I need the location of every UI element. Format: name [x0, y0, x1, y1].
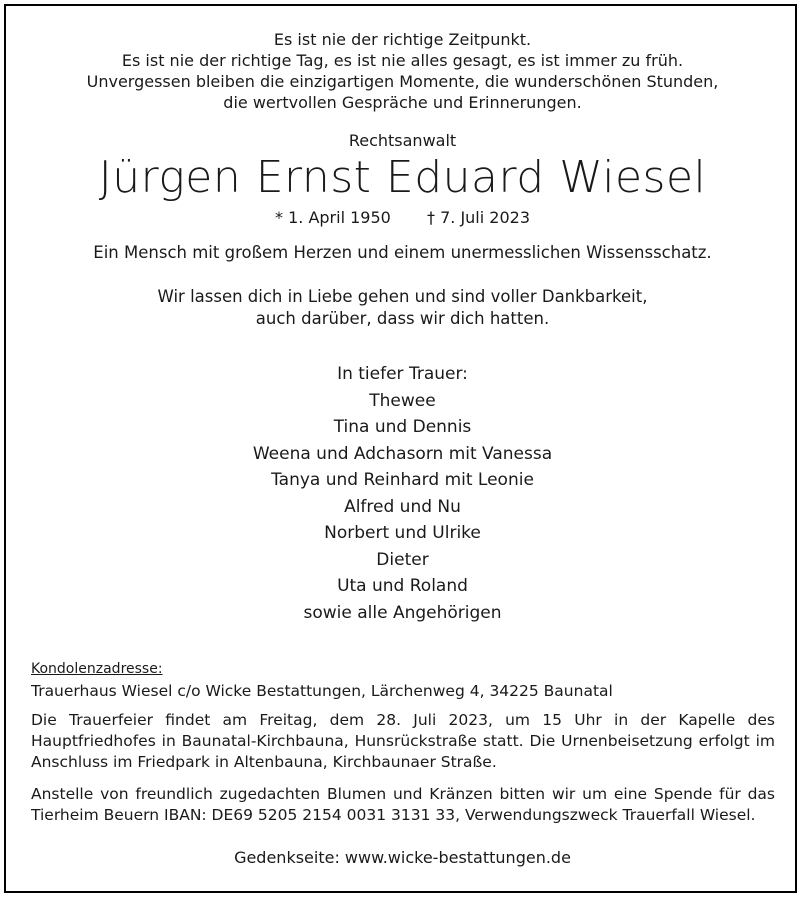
- mourner: Alfred und Nu: [344, 496, 461, 517]
- condolence-label-row: [31, 658, 775, 680]
- donation-info: Anstelle von freundlich zugedachten Blumen und Kränzen bitten wir um eine Spende für das Tierheim Beuern IBAN: DE69 5205 2154 0031 3131 33, Verwendungszweck Trauerfall Wiesel.: [31, 785, 775, 824]
- farewell: [0, 286, 805, 330]
- life-dates: [0, 208, 805, 227]
- farewell-line: auch darüber, dass wir dich hatten.: [255, 309, 550, 328]
- mourner: Thewee: [369, 390, 436, 411]
- mourner: Norbert und Ulrike: [324, 523, 481, 543]
- poem-line: Es ist nie der richtige Zeitpunkt.: [273, 30, 532, 49]
- poem: [0, 29, 805, 113]
- condolence-label: Kondolenzadresse:: [31, 661, 163, 677]
- poem-line: die wertvollen Gespräche und Erinnerungen.: [223, 93, 582, 112]
- mourner: Uta und Roland: [337, 576, 468, 596]
- death-date: † 7. Juli 2023: [427, 208, 530, 227]
- poem-line: Unvergessen bleiben die einzigartigen Momente, die wunderschönen Stunden,: [86, 72, 719, 91]
- farewell-line: Wir lassen dich in Liebe gehen und sind voller Dankbarkeit,: [157, 287, 648, 306]
- mourner: Dieter: [376, 549, 429, 570]
- memorial-page: Gedenkseite: www.wicke-bestattungen.de: [234, 848, 571, 867]
- poem-line: Es ist nie der richtige Tag, es ist nie alles gesagt, es ist immer zu früh.: [121, 51, 684, 70]
- mourner: Tina und Dennis: [333, 417, 472, 437]
- birth-date: * 1. April 1950: [275, 208, 391, 227]
- condolence-address: Trauerhaus Wiesel c/o Wicke Bestattungen, Lärchenweg 4, 34225 Baunatal: [31, 682, 613, 700]
- ceremony-info: Die Trauerfeier findet am Freitag, dem 28. Juli 2023, um 15 Uhr in der Kapelle des Hauptfriedhofes in Baunatal-Kirchbauna, Hunsrückstraße statt. Die Urnenbeisetzung erfolgt im Anschluss im Friedpark in Altenbauna, Kirchbaunaer Straße.: [31, 711, 775, 771]
- mourner: Tanya und Reinhard mit Leonie: [271, 470, 534, 490]
- tribute: Ein Mensch mit großem Herzen und einem unermesslichen Wissensschatz.: [93, 243, 712, 262]
- mourner: Weena und Adchasorn mit Vanessa: [252, 443, 553, 464]
- mourner: sowie alle Angehörigen: [303, 602, 502, 623]
- mourners-list: [0, 361, 805, 626]
- deceased-name: Jürgen Ernst Eduard Wiesel: [98, 152, 707, 203]
- mourners-heading: In tiefer Trauer:: [337, 364, 468, 384]
- profession: Rechtsanwalt: [348, 131, 457, 150]
